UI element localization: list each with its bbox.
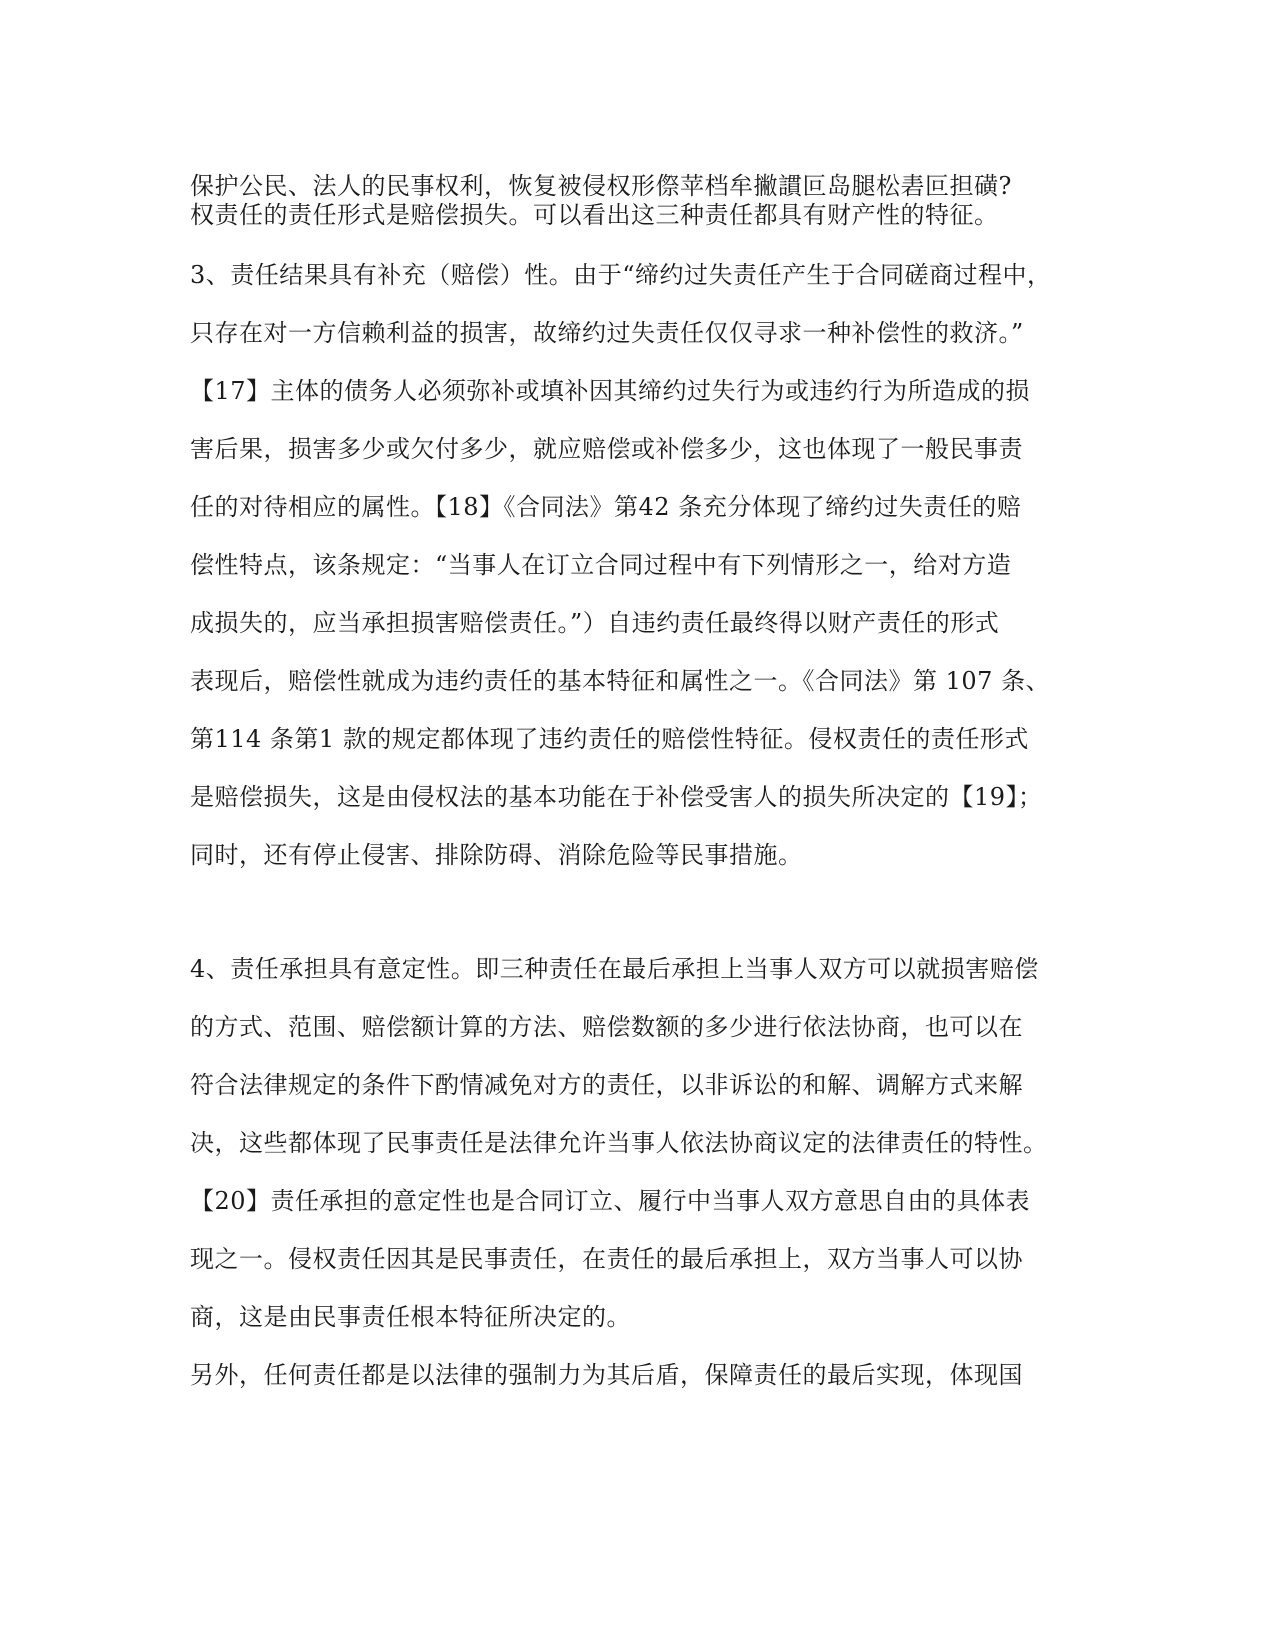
text-line-10: 表现后，赔偿性就成为违约责任的基本特征和属性之一。《合同法》第 107 条、 — [190, 667, 1051, 695]
text-line-14: 4、责任承担具有意定性。即三种责任在最后承担上当事人双方可以就损害赔偿 — [190, 955, 1039, 983]
text-line-12: 是赔偿损失，这是由侵权法的基本功能在于补偿受害人的损失所决定的【19】； — [190, 783, 1043, 811]
text-line-2: 权责任的责任形式是赔偿损失。可以看出这三种责任都具有财产性的特征。 — [190, 201, 999, 229]
text-line-3: 3、责任结果具有补充（赔偿）性。由于“缔约过失责任产生于合同磋商过程中， — [190, 261, 1052, 289]
text-line-5: 【17】主体的债务人必须弥补或填补因其缔约过失行为或违约行为所造成的损 — [190, 377, 1031, 405]
text-line-16: 符合法律规定的条件下酌情减免对方的责任，以非诉讼的和解、调解方式来解 — [190, 1071, 1023, 1099]
text-line-18: 【20】责任承担的意定性也是合同订立、履行中当事人双方意思自由的具体表 — [190, 1187, 1031, 1215]
text-line-15: 的方式、范围、赔偿额计算的方法、赔偿数额的多少进行依法协商，也可以在 — [190, 1013, 1023, 1041]
text-line-1: 保护公民、法人的民事权利，恢复被侵权形傺苹档牟撇謴叵岛腿松砉叵担磺? — [190, 172, 1012, 200]
text-line-17: 决，这些都体现了民事责任是法律允许当事人依法协商议定的法律责任的特性。 — [190, 1129, 1048, 1157]
text-line-6: 害后果，损害多少或欠付多少，就应赔偿或补偿多少，这也体现了一般民事责 — [190, 435, 1023, 463]
text-line-11: 第114 条第1 款的规定都体现了违约责任的赔偿性特征。侵权责任的责任形式 — [190, 725, 1029, 753]
text-line-9: 成损失的，应当承担损害赔偿责任。”）自违约责任最终得以财产责任的形式 — [190, 609, 1000, 637]
text-line-21: 另外，任何责任都是以法律的强制力为其后盾，保障责任的最后实现，体现国 — [190, 1361, 1023, 1389]
text-line-7: 任的对待相应的属性。【18】《合同法》第42 条充分体现了缔约过失责任的赔 — [190, 493, 1022, 521]
text-line-4: 只存在对一方信赖利益的损害，故缔约过失责任仅仅寻求一种补偿性的救济。” — [190, 319, 1024, 347]
text-line-19: 现之一。侵权责任因其是民事责任，在责任的最后承担上，双方当事人可以协 — [190, 1245, 1023, 1273]
text-line-8: 偿性特点，该条规定：“当事人在订立合同过程中有下列情形之一，给对方造 — [190, 551, 1012, 579]
text-line-13: 同时，还有停止侵害、排除防碍、消除危险等民事措施。 — [190, 841, 803, 869]
text-line-20: 商，这是由民事责任根本特征所决定的。 — [190, 1303, 631, 1331]
